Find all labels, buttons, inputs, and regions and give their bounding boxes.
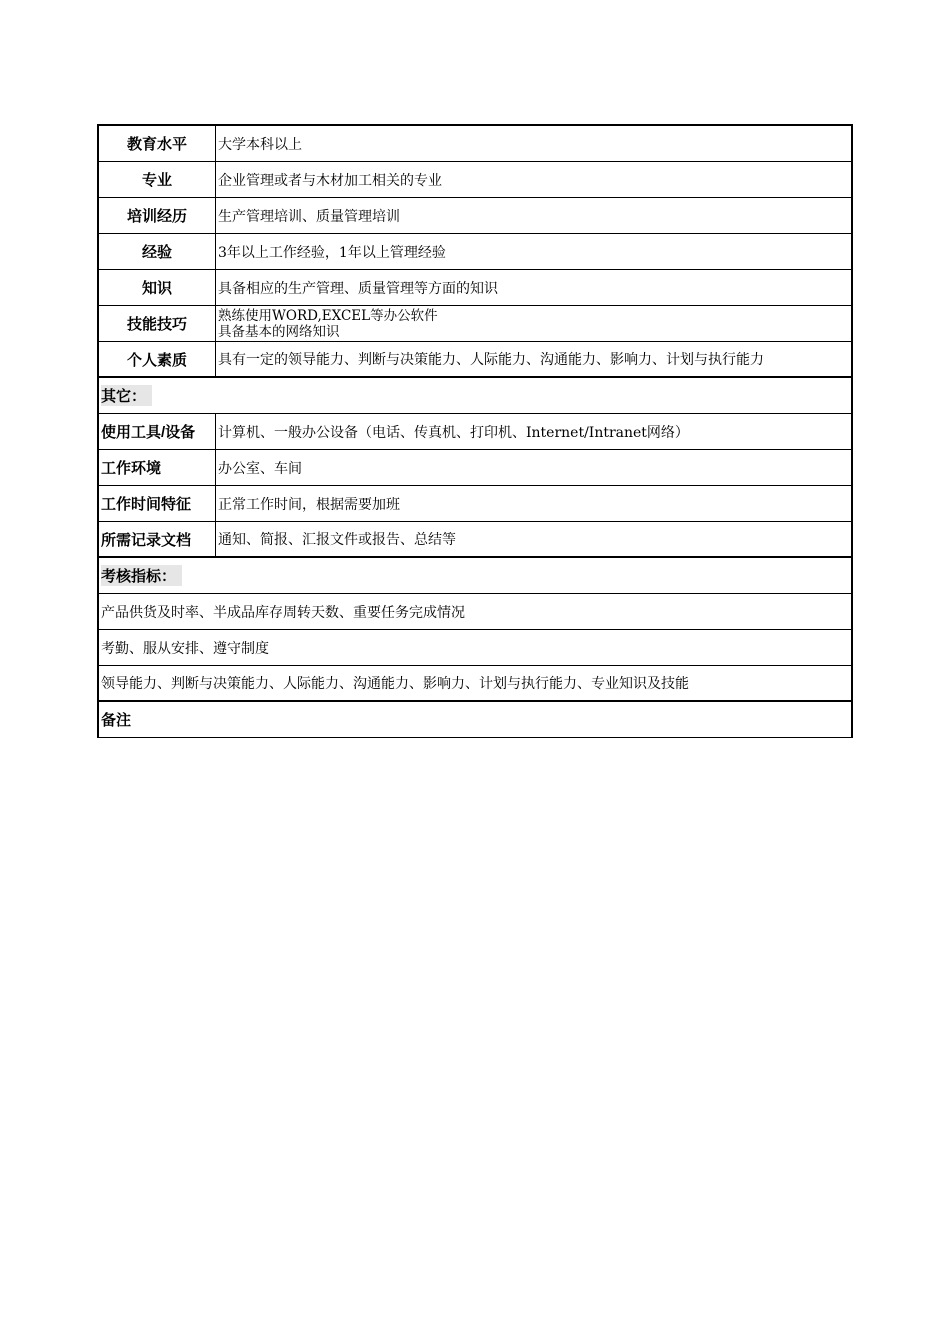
label-education: 教育水平 — [99, 126, 216, 161]
skills-line-1: 熟练使用WORD,EXCEL等办公软件 — [218, 307, 438, 324]
section-assessment-title — [99, 558, 182, 593]
label-work-time: 工作时间特征 — [99, 486, 216, 521]
label-skills: 技能技巧 — [99, 306, 216, 341]
label-major: 专业 — [99, 162, 216, 197]
section-assessment-header — [99, 558, 851, 594]
row-work-time — [99, 486, 851, 522]
row-personal-quality — [99, 342, 851, 378]
value-documents: 通知、简报、汇报文件或报告、总结等 — [218, 532, 456, 548]
row-training — [99, 198, 851, 234]
row-documents — [99, 522, 851, 558]
label-knowledge: 知识 — [99, 270, 216, 305]
row-major — [99, 162, 851, 198]
value-training: 生产管理培训、质量管理培训 — [218, 208, 400, 225]
value-education: 大学本科以上 — [218, 136, 302, 153]
skills-line-2: 具备基本的网络知识 — [218, 323, 340, 340]
value-tools: 计算机、一般办公设备（电话、传真机、打印机、Internet/Intranet网络） — [218, 424, 689, 441]
assessment-item-2: 考勤、服从安排、遵守制度 — [101, 640, 269, 657]
label-environment: 工作环境 — [99, 450, 216, 485]
label-experience: 经验 — [99, 234, 216, 269]
label-documents: 所需记录文档 — [99, 522, 216, 556]
section-other-title — [99, 378, 152, 413]
row-tools — [99, 414, 851, 450]
value-major: 企业管理或者与木材加工相关的专业 — [218, 172, 442, 189]
value-skills — [216, 306, 851, 341]
row-environment — [99, 450, 851, 486]
row-education — [99, 126, 851, 162]
label-training: 培训经历 — [99, 198, 216, 233]
section-other-header — [99, 378, 851, 414]
assessment-item-3: 领导能力、判断与决策能力、人际能力、沟通能力、影响力、计划与执行能力、专业知识及技能 — [101, 676, 689, 692]
value-work-time: 正常工作时间，根据需要加班 — [218, 496, 400, 513]
job-spec-table — [97, 124, 853, 738]
row-skills — [99, 306, 851, 342]
row-assessment-1 — [99, 594, 851, 630]
row-assessment-2 — [99, 630, 851, 666]
value-experience: 3年以上工作经验，1年以上管理经验 — [218, 244, 446, 261]
label-personal-quality: 个人素质 — [99, 342, 216, 376]
assessment-item-1: 产品供货及时率、半成品库存周转天数、重要任务完成情况 — [101, 604, 465, 621]
value-environment: 办公室、车间 — [218, 460, 302, 477]
remarks-title: 备注 — [101, 712, 132, 729]
row-knowledge — [99, 270, 851, 306]
row-remarks — [99, 702, 851, 738]
label-tools: 使用工具/设备 — [99, 414, 216, 449]
value-knowledge: 具备相应的生产管理、质量管理等方面的知识 — [218, 280, 498, 297]
row-assessment-3 — [99, 666, 851, 702]
assessment-title-text: 考核指标： — [101, 565, 182, 586]
value-personal-quality: 具有一定的领导能力、判断与决策能力、人际能力、沟通能力、影响力、计划与执行能力 — [218, 352, 764, 368]
row-experience — [99, 234, 851, 270]
other-title-text: 其它： — [101, 385, 152, 406]
